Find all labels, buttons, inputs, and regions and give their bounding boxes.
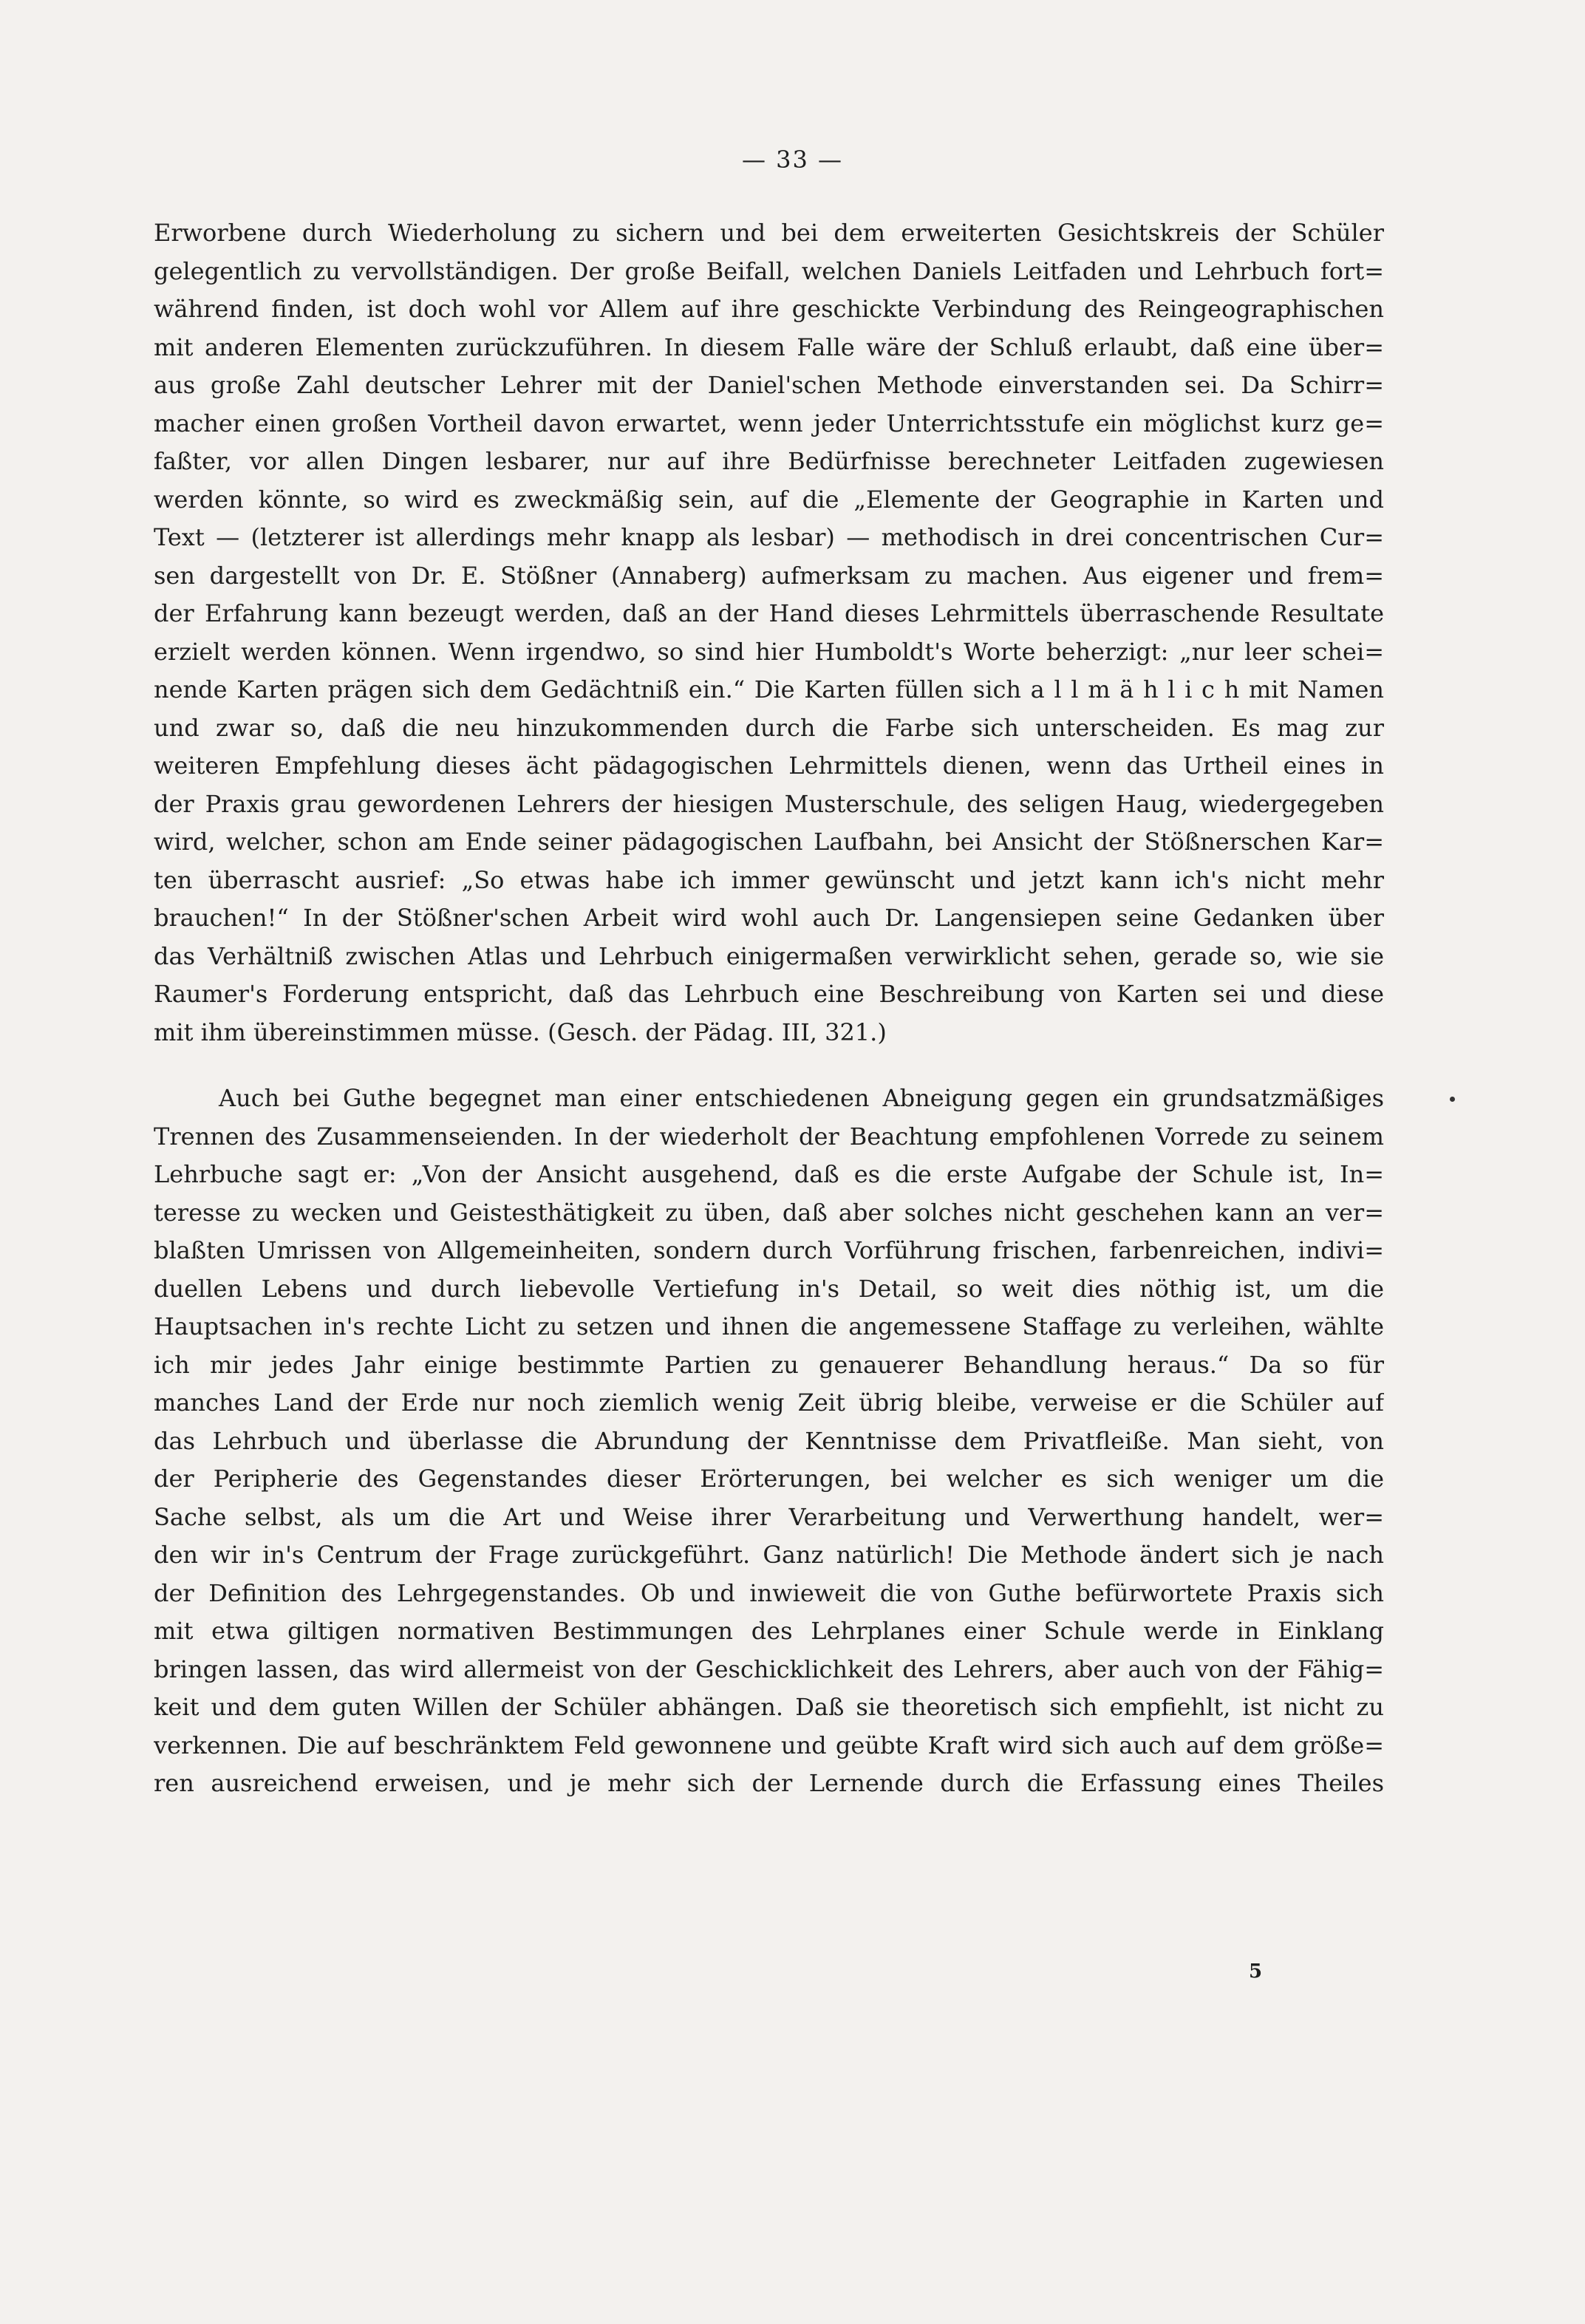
text-line: werden könnte, so wird es zweckmäßig sein, auf die „Elemente der Geographie in Karten und [154, 485, 1384, 514]
text-line: der Peripherie des Gegenstandes dieser Erörterungen, bei welcher es sich weniger um die [154, 1465, 1384, 1493]
page-number: — 33 — [741, 146, 844, 174]
body-text [154, 214, 1384, 1803]
paragraph-1 [154, 214, 1384, 1052]
text-line: der Praxis grau gewordenen Lehrers der hiesigen Musterschule, des seligen Haug, wiedergegeben [154, 789, 1384, 818]
text-line: teresse zu wecken und Geistesthätigkeit zu üben, daß aber solches nicht geschehen kann an ver= [154, 1198, 1384, 1227]
text-line: brauchen!“ In der Stößner'schen Arbeit wird wohl auch Dr. Langensiepen seine Gedanken über [154, 904, 1384, 932]
text-line: weiteren Empfehlung dieses ächt pädagogischen Lehrmittels dienen, wenn das Urtheil eines in [154, 752, 1384, 780]
text-line: manches Land der Erde nur noch ziemlich wenig Zeit übrig bleibe, verweise er die Schüler auf [154, 1388, 1384, 1417]
text-line: Hauptsachen in's rechte Licht zu setzen und ihnen die angemessene Staffage zu verleihen, wählte [154, 1312, 1384, 1340]
text-line: mit ihm übereinstimmen müsse. (Gesch. der Pädag. III, 321.) [154, 1018, 887, 1046]
text-line: verkennen. Die auf beschränktem Feld gewonnene und geübte Kraft wird sich auch auf dem größe= [154, 1731, 1384, 1759]
text-line: wird, welcher, schon am Ende seiner pädagogischen Laufbahn, bei Ansicht der Stößnerschen Kar= [154, 828, 1384, 856]
text-line: duellen Lebens und durch liebevolle Vertiefung in's Detail, so weit dies nöthig ist, um die [154, 1274, 1384, 1303]
text-line: das Lehrbuch und überlasse die Abrundung der Kenntnisse dem Privatfleiße. Man sieht, von [154, 1426, 1384, 1455]
text-line: erzielt werden können. Wenn irgendwo, so sind hier Humboldt's Worte beherzigt: „nur leer schei= [154, 637, 1384, 666]
text-line: blaßten Umrissen von Allgemeinheiten, sondern durch Vorführung frischen, farbenreichen, indivi= [154, 1236, 1384, 1264]
text-line: Lehrbuche sagt er: „Von der Ansicht ausgehend, daß es die erste Aufgabe der Schule ist, In= [154, 1160, 1384, 1188]
text-line: Auch bei Guthe begegnet man einer entschiedenen Abneigung gegen ein grundsatzmäßiges [219, 1084, 1384, 1112]
text-line: der Erfahrung kann bezeugt werden, daß an der Hand dieses Lehrmittels überraschende Resultate [154, 599, 1384, 627]
text-line: Erworbene durch Wiederholung zu sichern und bei dem erweiterten Gesichtskreis der Schüler [154, 219, 1384, 247]
text-line: der Definition des Lehrgegenstandes. Ob und inwieweit die von Guthe befürwortete Praxis sich [154, 1578, 1384, 1607]
text-line: sen dargestellt von Dr. E. Stößner (Annaberg) aufmerksam zu machen. Aus eigener und frem= [154, 561, 1384, 590]
text-line: Sache selbst, als um die Art und Weise ihrer Verarbeitung und Verwerthung handelt, wer= [154, 1502, 1384, 1531]
text-line: während finden, ist doch wohl vor Allem auf ihre geschickte Verbindung des Reingeographischen [154, 295, 1384, 323]
text-line: Trennen des Zusammenseienden. In der wiederholt der Beachtung empfohlenen Vorrede zu seinem [154, 1122, 1384, 1151]
text-line: bringen lassen, das wird allermeist von der Geschicklichkeit des Lehrers, aber auch von der Fähig= [154, 1655, 1384, 1683]
text-line: mit anderen Elementen zurückzuführen. In diesem Falle wäre der Schluß erlaubt, daß eine über= [154, 333, 1384, 361]
text-line: nende Karten prägen sich dem Gedächtniß ein.“ Die Karten füllen sich a l l m ä h l i c h mit Namen [154, 675, 1384, 703]
margin-mark [1450, 1097, 1455, 1102]
text-line: Text — (letzterer ist allerdings mehr knapp als lesbar) — methodisch in drei concentrischen Cur= [154, 523, 1384, 551]
text-line: ren ausreichend erweisen, und je mehr sich der Lernende durch die Erfassung eines Theiles [154, 1769, 1384, 1797]
text-line: gelegentlich zu vervollständigen. Der große Beifall, welchen Daniels Leitfaden und Lehrbuch fort= [154, 256, 1384, 285]
text-line: den wir in's Centrum der Frage zurückgeführt. Ganz natürlich! Die Methode ändert sich je nach [154, 1541, 1384, 1569]
text-line: macher einen großen Vortheil davon erwartet, wenn jeder Unterrichtsstufe ein möglichst kurz ge= [154, 409, 1384, 437]
paragraph-spacer [154, 1052, 1384, 1080]
text-line: das Verhältniß zwischen Atlas und Lehrbuch einigermaßen verwirklicht sehen, gerade so, wie sie [154, 941, 1384, 970]
text-line: keit und dem guten Willen der Schüler abhängen. Daß sie theoretisch sich empfiehlt, ist nicht zu [154, 1693, 1384, 1721]
paragraph-2 [154, 1080, 1384, 1803]
text-line: und zwar so, daß die neu hinzukommenden durch die Farbe sich unterscheiden. Es mag zur [154, 713, 1384, 742]
text-line: ich mir jedes Jahr einige bestimmte Partien zu genauerer Behandlung heraus.“ Da so für [154, 1350, 1384, 1379]
text-line: Raumer's Forderung entspricht, daß das Lehrbuch eine Beschreibung von Karten sei und diese [154, 980, 1384, 1008]
text-line: aus große Zahl deutscher Lehrer mit der Daniel'schen Methode einverstanden sei. Da Schirr= [154, 371, 1384, 399]
signature-mark: 5 [1249, 1960, 1263, 1983]
text-line: faßter, vor allen Dingen lesbarer, nur auf ihre Bedürfnisse berechneter Leitfaden zugewiesen [154, 447, 1384, 475]
text-line: ten überrascht ausrief: „So etwas habe ich immer gewünscht und jetzt kann ich's nicht mehr [154, 865, 1384, 894]
text-line: mit etwa giltigen normativen Bestimmungen des Lehrplanes einer Schule werde in Einklang [154, 1617, 1384, 1645]
